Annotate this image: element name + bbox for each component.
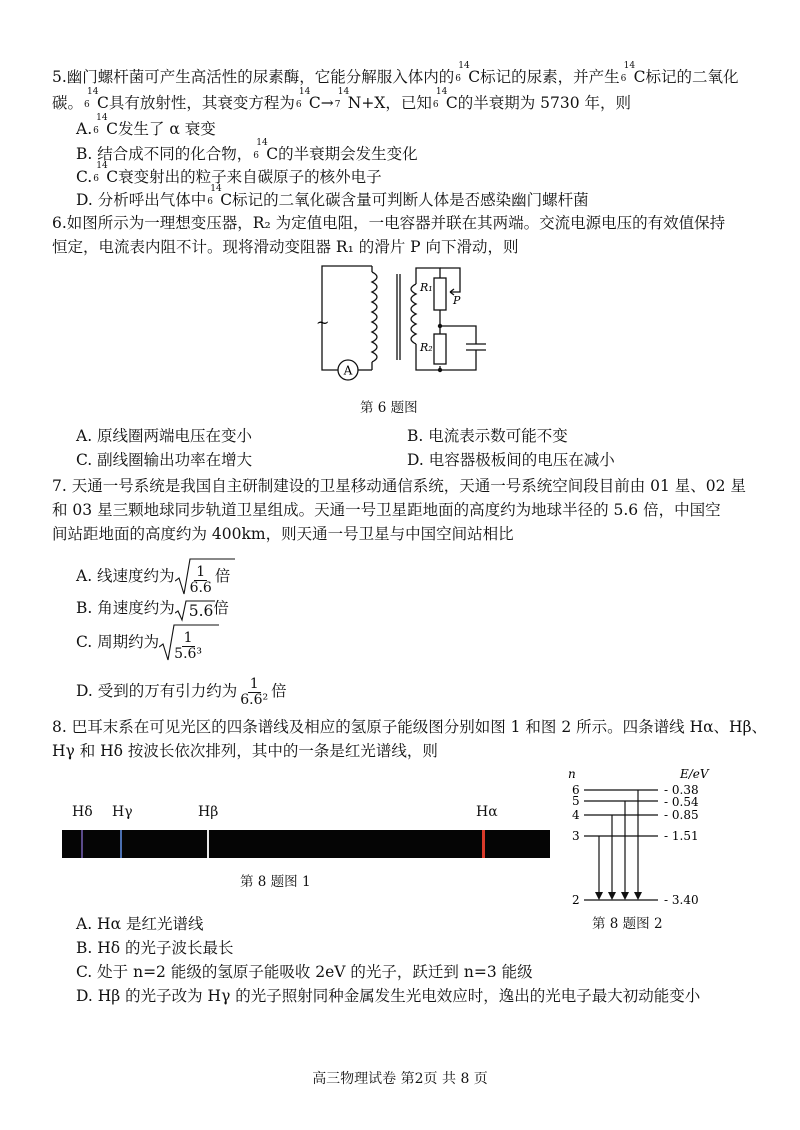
- level-energy-4: - 0.85: [664, 808, 699, 822]
- spectrum-line-h-delta: [81, 830, 83, 858]
- nuclide-c14: 14 6: [253, 138, 268, 161]
- ac-source-symbol: ~: [316, 313, 330, 332]
- nuclide-c14: 14 6: [295, 87, 311, 110]
- arrowhead: [621, 892, 629, 900]
- energy-level-diagram: [560, 760, 760, 910]
- page-footer: 高三物理试卷 第2页 共 8 页: [312, 1071, 488, 1087]
- q7-option-d: D. 受到的万有引力约为 $\frac{1}{\text{6.6²}}$ 倍: [76, 675, 287, 708]
- q6-figure-caption: 第 6 题图: [360, 400, 418, 416]
- spectrum-line-h-gamma: [120, 830, 122, 858]
- level-energy-2: - 3.40: [664, 893, 699, 907]
- r2-resistor: [434, 334, 446, 364]
- spectrum-line-h-beta: [207, 830, 209, 858]
- secondary-coil: [411, 284, 416, 344]
- spectrum-line-h-alpha: [482, 830, 485, 858]
- spectrum-label-h-gamma: Hγ: [112, 804, 133, 820]
- q7-option-a: A. 线速度约为 $\frac{1}{6.6}$ 倍: [76, 556, 230, 597]
- nuclide-c14: 14 6: [455, 61, 470, 84]
- q8-line2: Hγ 和 Hδ 按波长依次排列，其中的一条是红光谱线，则: [52, 742, 438, 760]
- q5-option-a: A. 14 6 C发生了 α 衰变: [76, 113, 216, 138]
- primary-wire: [322, 266, 372, 370]
- q5-line1: 5.幽门螺杆菌可产生高活性的尿素酶，它能分解服入体内的 14 6 C标记的尿素，并产生 14 6 C标记的二氧化: [52, 61, 739, 86]
- level-energy-3: - 1.51: [664, 829, 699, 843]
- sqrt-expression: $\frac{1}{\text{5.6³}}$: [159, 623, 205, 663]
- q6-line2: 恒定，电流表内阻不计。现将滑动变阻器 R₁ 的滑片 P 向下滑动，则: [52, 238, 519, 256]
- q6-line1: 6.如图所示为一理想变压器，R₂ 为定值电阻，一电容器并联在其两端。交流电源电压的有效值保持: [52, 214, 726, 232]
- arrowhead: [608, 892, 616, 900]
- r2-label: R₂: [420, 341, 433, 354]
- slider-p-label: P: [453, 294, 461, 307]
- q8-option-b: B. Hδ 的光子波长最长: [76, 939, 234, 957]
- q8-option-d: D. Hβ 的光子改为 Hγ 的光子照射同种金属发生光电效应时，逸出的光电子最大初动能变小: [76, 987, 701, 1005]
- q8-line1: 8. 巴耳末系在可见光区的四条谱线及相应的氢原子能级图分别如图 1 和图 2 所示。四条谱线 Hα、Hβ、: [52, 718, 768, 736]
- q5-option-c: C. 14 6 C衰变射出的粒子来自碳原子的核外电子: [76, 161, 382, 186]
- q8-option-c: C. 处于 n=2 能级的氢原子能吸收 2eV 的光子，跃迁到 n=3 能级: [76, 963, 533, 981]
- q8-figure1-caption: 第 8 题图 1: [240, 874, 311, 890]
- q7-line3: 间站距地面的高度约为 400km，则天通一号卫星与中国空间站相比: [52, 525, 514, 543]
- nuclide-c14: 14 6: [620, 61, 636, 84]
- slider-wire: [440, 268, 460, 292]
- q5-option-d: D. 分析呼出气体中 14 6 C标记的二氧化碳含量可判断人体是否感染幽门螺杆菌: [76, 184, 589, 209]
- r1-label: R₁: [420, 281, 433, 294]
- level-n-5: 5: [572, 794, 580, 808]
- q6-option-c: C. 副线圈输出功率在增大: [76, 451, 253, 469]
- arrowhead: [634, 892, 642, 900]
- q6-option-b: B. 电流表示数可能不变: [407, 427, 568, 445]
- q7-option-b: B. 角速度约为 5.6倍: [76, 599, 229, 620]
- primary-coil: [372, 272, 377, 362]
- q5-line2: 碳。 14 6 C具有放射性，其衰变方程为 14 6 C→ 14 7 N+X，已知 14 6 C的半衰期为 5730 年，则: [52, 87, 632, 112]
- nuclide-c14: 14 6: [84, 87, 99, 110]
- junction-dot: [438, 368, 442, 372]
- q7-line1: 7. 天通一号系统是我国自主研制建设的卫星移动通信系统，天通一号系统空间段目前由 01 星、02 星: [52, 477, 746, 495]
- level-energy-5: - 0.54: [664, 795, 699, 809]
- nuclide-c14: 14 6: [93, 161, 108, 184]
- q5-option-b: B. 结合成不同的化合物， 14 6 C的半衰期会发生变化: [76, 138, 418, 163]
- nuclide-c14: 14 6: [93, 113, 108, 136]
- ammeter-label: A: [343, 363, 353, 378]
- transformer-circuit-figure: [310, 258, 510, 392]
- q8-option-a: A. Hα 是红光谱线: [76, 915, 204, 933]
- level-n-4: 4: [572, 808, 580, 822]
- axis-energy-label: E/eV: [680, 767, 709, 781]
- nuclide-c14: 14 6: [432, 87, 448, 110]
- q8-figure2-caption: 第 8 题图 2: [592, 916, 663, 932]
- level-energy-6: - 0.38: [664, 783, 699, 797]
- q6-option-a: A. 原线圈两端电压在变小: [76, 427, 253, 445]
- junction-dot: [438, 324, 442, 328]
- nuclide-n14: 14 7: [334, 87, 350, 110]
- r1-resistor: [434, 278, 446, 310]
- nuclide-c14: 14 6: [207, 184, 222, 207]
- level-n-6: 6: [572, 783, 580, 797]
- q7-option-c: C. 周期约为 $\frac{1}{\text{5.6³}}$: [76, 622, 205, 663]
- balmer-spectrum-band: [62, 830, 550, 858]
- spectrum-label-h-alpha: Hα: [476, 804, 498, 820]
- q7-line2: 和 03 星三颗地球同步轨道卫星组成。天通一号卫星距地面的高度约为地球半径的 5.6 倍，中国空: [52, 501, 721, 519]
- sqrt-expression: 5.6: [175, 600, 214, 622]
- spectrum-label-h-beta: Hβ: [198, 804, 219, 820]
- level-n-3: 3: [572, 829, 580, 843]
- level-n-2: 2: [572, 893, 580, 907]
- q6-option-d: D. 电容器极板间的电压在减小: [407, 451, 615, 469]
- sqrt-expression: $\frac{1}{6.6}$: [175, 557, 215, 597]
- spectrum-label-h-delta: Hδ: [72, 804, 93, 820]
- arrowhead: [595, 892, 603, 900]
- axis-n-label: n: [568, 767, 576, 781]
